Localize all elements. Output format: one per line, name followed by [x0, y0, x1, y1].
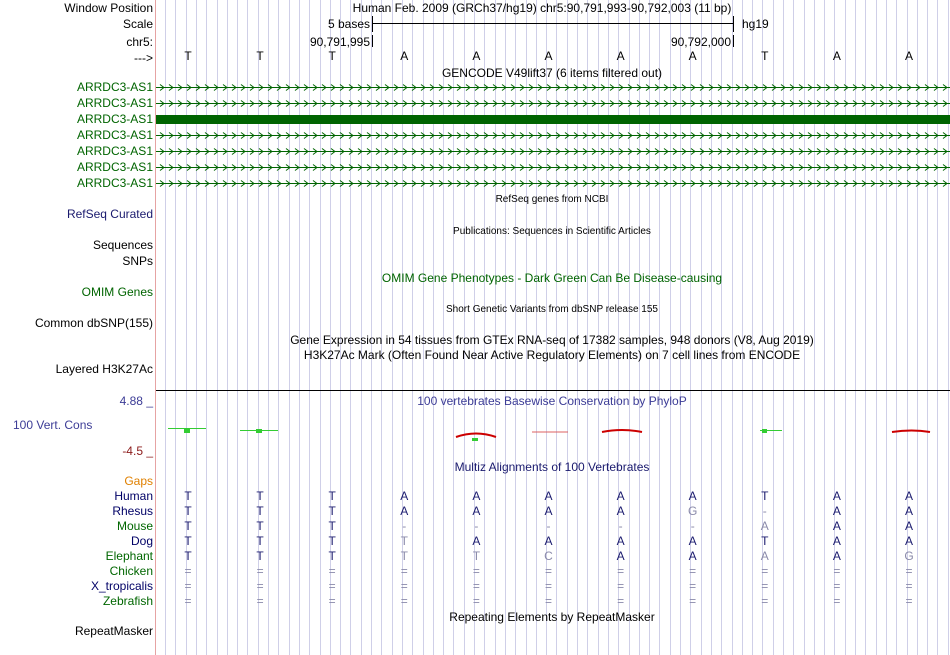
- alignment-base: =: [833, 579, 841, 593]
- alignment-base: T: [256, 549, 264, 563]
- alignment-base: A: [904, 534, 913, 548]
- base-letter: A: [472, 49, 481, 63]
- alignment-base: A: [688, 549, 697, 563]
- base-letter: A: [904, 49, 913, 63]
- alignment-base: A: [688, 534, 697, 548]
- alignment-base: G: [904, 549, 914, 563]
- publications-track-title: Publications: Sequences in Scientific Articles: [453, 226, 651, 237]
- common-dbsnp-label[interactable]: Common dbSNP(155): [34, 316, 153, 330]
- species-label[interactable]: Human: [114, 489, 153, 503]
- alignment-base: T: [328, 489, 336, 503]
- alignment-base: T: [256, 519, 264, 533]
- alignment-base: A: [472, 504, 481, 518]
- alignment-base: T: [184, 519, 192, 533]
- alignment-base: A: [760, 519, 769, 533]
- alignment-base: A: [904, 504, 913, 518]
- coordinate-right: 90,792,000: [670, 35, 731, 49]
- gencode-transcript[interactable]: [156, 131, 950, 140]
- alignment-base: =: [761, 579, 769, 593]
- alignment-base: A: [544, 489, 553, 503]
- alignment-base: =: [256, 579, 264, 593]
- base-letter: T: [328, 49, 336, 63]
- species-label[interactable]: Zebrafish: [102, 594, 153, 608]
- layered-h3k27ac-label[interactable]: Layered H3K27Ac: [55, 362, 153, 376]
- scale-assembly-label: hg19: [742, 17, 769, 31]
- gencode-transcript[interactable]: [156, 115, 950, 124]
- omim-genes-label[interactable]: OMIM Genes: [81, 285, 153, 299]
- multiz-track-title: Multiz Alignments of 100 Vertebrates: [454, 460, 650, 474]
- alignment-base: T: [472, 549, 481, 563]
- alignment-base: =: [184, 579, 192, 593]
- gencode-item-label[interactable]: ARRDC3-AS1: [76, 128, 153, 142]
- alignment-base: T: [328, 504, 336, 518]
- alignment-base: T: [328, 549, 336, 563]
- alignment-base: =: [544, 594, 552, 608]
- alignment-base: =: [472, 594, 480, 608]
- alignment-base: =: [761, 564, 769, 578]
- alignment-base: T: [184, 534, 192, 548]
- repeatmasker-label[interactable]: RepeatMasker: [74, 624, 153, 638]
- alignment-base: A: [904, 519, 913, 533]
- alignment-base: =: [833, 594, 841, 608]
- alignment-base: A: [400, 489, 409, 503]
- refseq-curated-label[interactable]: RefSeq Curated: [66, 207, 153, 221]
- gencode-transcript[interactable]: [156, 163, 950, 172]
- species-label[interactable]: Elephant: [105, 549, 153, 563]
- sequences-label[interactable]: Sequences: [92, 238, 153, 252]
- base-letter: T: [184, 49, 192, 63]
- gencode-transcript[interactable]: [156, 147, 950, 156]
- alignment-base: =: [689, 594, 697, 608]
- base-letter: A: [688, 49, 697, 63]
- alignment-base: T: [400, 534, 408, 548]
- alignment-base: =: [689, 564, 697, 578]
- alignment-base: A: [904, 489, 913, 503]
- alignment-base: -: [618, 519, 623, 533]
- vert-cons-label[interactable]: 100 Vert. Cons: [13, 418, 93, 432]
- alignment-base: A: [832, 549, 841, 563]
- alignment-base: =: [328, 564, 336, 578]
- alignment-base: =: [833, 564, 841, 578]
- gencode-transcript[interactable]: [156, 83, 950, 92]
- species-label[interactable]: Chicken: [109, 564, 153, 578]
- gencode-item-label[interactable]: ARRDC3-AS1: [76, 80, 153, 94]
- alignment-base: =: [184, 594, 192, 608]
- alignment-base: -: [474, 519, 479, 533]
- base-letter: A: [832, 49, 841, 63]
- alignment-base: T: [328, 519, 336, 533]
- alignment-base: =: [905, 579, 913, 593]
- alignment-base: -: [546, 519, 551, 533]
- alignment-base: T: [256, 489, 264, 503]
- track-separator: [156, 390, 950, 391]
- alignment-base: =: [256, 564, 264, 578]
- alignment-base: A: [544, 534, 553, 548]
- gencode-item-label[interactable]: ARRDC3-AS1: [76, 144, 153, 158]
- alignment-base: T: [184, 549, 192, 563]
- track-label-column: [0, 0, 156, 655]
- alignment-base: A: [760, 549, 769, 563]
- scale-label: Scale: [122, 17, 153, 31]
- track-data-area[interactable]: [156, 0, 950, 655]
- alignment-base: =: [905, 594, 913, 608]
- alignment-base: A: [616, 534, 625, 548]
- alignment-base: A: [832, 534, 841, 548]
- alignment-base: A: [832, 519, 841, 533]
- alignment-base: T: [184, 504, 192, 518]
- strand-arrow-label: --->: [134, 51, 153, 65]
- alignment-base: =: [400, 594, 408, 608]
- base-letter: A: [616, 49, 625, 63]
- gencode-transcript[interactable]: [156, 99, 950, 108]
- alignment-base: =: [328, 594, 336, 608]
- phylop-track-title: 100 vertebrates Basewise Conservation by PhyloP: [417, 394, 687, 408]
- alignment-base: =: [472, 564, 480, 578]
- alignment-base: =: [472, 579, 480, 593]
- chrom-label: chr5:: [126, 35, 153, 49]
- alignment-base: =: [544, 579, 552, 593]
- alignment-base: A: [472, 489, 481, 503]
- alignment-base: A: [544, 504, 553, 518]
- position-text: Human Feb. 2009 (GRCh37/hg19) chr5:90,791,993-90,792,003 (11 bp): [352, 1, 732, 15]
- coordinate-left-tick: [372, 35, 373, 47]
- alignment-base: =: [256, 594, 264, 608]
- alignment-base: =: [617, 579, 625, 593]
- omim-track-title: OMIM Gene Phenotypes - Dark Green Can Be Disease-causing: [381, 271, 723, 285]
- species-label[interactable]: Mouse: [116, 519, 153, 533]
- alignment-base: T: [400, 549, 408, 563]
- alignment-base: =: [617, 564, 625, 578]
- coordinate-right-tick: [733, 35, 734, 47]
- alignment-base: =: [328, 579, 336, 593]
- gencode-item-label[interactable]: ARRDC3-AS1: [76, 96, 153, 110]
- alignment-base: -: [762, 504, 767, 518]
- gencode-item-label[interactable]: ARRDC3-AS1: [76, 112, 153, 126]
- alignment-base: =: [617, 594, 625, 608]
- phylop-wiggle[interactable]: [156, 418, 950, 446]
- scale-bases-label: 5 bases: [327, 17, 370, 31]
- alignment-base: T: [256, 504, 264, 518]
- alignment-base: G: [688, 504, 698, 518]
- alignment-base: A: [688, 489, 697, 503]
- gencode-item-label[interactable]: ARRDC3-AS1: [76, 176, 153, 190]
- alignment-base: =: [905, 564, 913, 578]
- alignment-base: =: [400, 564, 408, 578]
- snps-label[interactable]: SNPs: [122, 254, 153, 268]
- alignment-base: =: [400, 579, 408, 593]
- species-label[interactable]: X_tropicalis: [90, 579, 153, 593]
- alignment-base: -: [690, 519, 695, 533]
- alignment-base: =: [761, 594, 769, 608]
- species-label[interactable]: Rhesus: [112, 504, 153, 518]
- window-position-label: Window Position: [64, 1, 153, 15]
- alignment-base: A: [832, 504, 841, 518]
- coordinate-left: 90,791,995: [309, 35, 370, 49]
- gencode-item-label[interactable]: ARRDC3-AS1: [76, 160, 153, 174]
- refseq-track-title: RefSeq genes from NCBI: [495, 194, 609, 205]
- base-letter: A: [544, 49, 553, 63]
- alignment-base: T: [184, 489, 192, 503]
- alignment-base: A: [616, 504, 625, 518]
- cons-min-label: -4.5 _: [122, 444, 153, 458]
- h3k27ac-track-title: H3K27Ac Mark (Often Found Near Active Regulatory Elements) on 7 cell lines from ENCODE: [303, 348, 801, 362]
- alignment-base: =: [544, 564, 552, 578]
- cons-max-label: 4.88 _: [119, 394, 153, 408]
- alignment-base: -: [402, 519, 407, 533]
- gencode-track-title: GENCODE V49lift37 (6 items filtered out): [441, 66, 663, 80]
- base-letter: A: [400, 49, 409, 63]
- alignment-base: T: [328, 534, 336, 548]
- alignment-base: C: [544, 549, 553, 563]
- dbsnp-track-title: Short Genetic Variants from dbSNP release 155: [446, 304, 658, 315]
- alignment-base: =: [689, 579, 697, 593]
- alignment-base: =: [184, 564, 192, 578]
- alignment-base: T: [256, 534, 264, 548]
- alignment-base: A: [832, 489, 841, 503]
- gtex-track-title: Gene Expression in 54 tissues from GTEx RNA-seq of 17382 samples, 948 donors (V8, Aug 2019): [290, 333, 814, 347]
- base-letter: T: [761, 49, 769, 63]
- repeatmasker-track-title: Repeating Elements by RepeatMasker: [449, 610, 655, 624]
- gencode-transcript[interactable]: [156, 179, 950, 188]
- alignment-base: A: [616, 489, 625, 503]
- species-label[interactable]: Dog: [130, 534, 153, 548]
- gaps-label[interactable]: Gaps: [124, 474, 153, 488]
- alignment-base: T: [761, 489, 769, 503]
- alignment-base: A: [616, 549, 625, 563]
- alignment-base: A: [472, 534, 481, 548]
- base-letter: T: [256, 49, 264, 63]
- alignment-base: T: [761, 534, 769, 548]
- alignment-base: A: [400, 504, 409, 518]
